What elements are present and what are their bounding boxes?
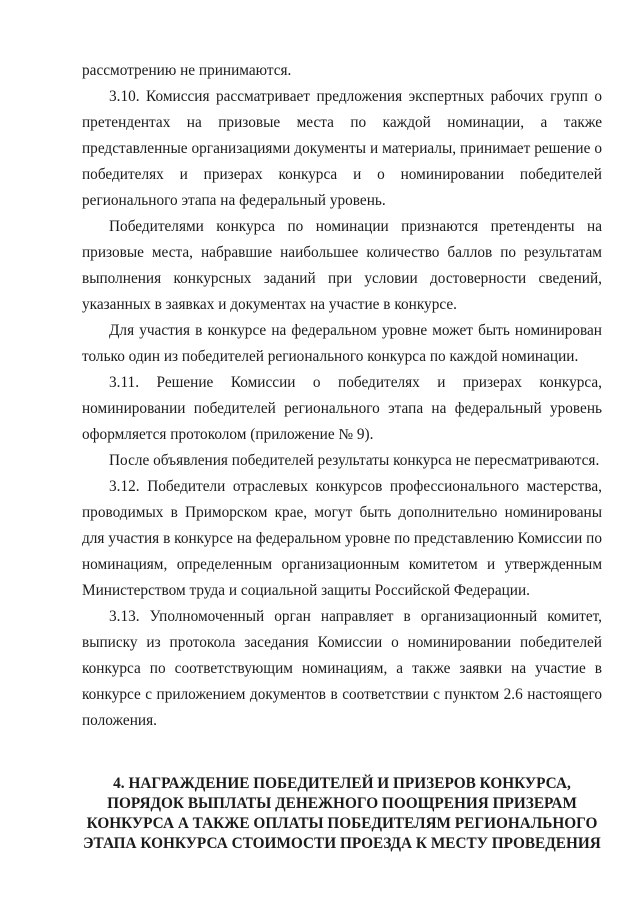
paragraph-continuation: рассмотрению не принимаются. <box>82 62 292 79</box>
paragraph-winners-definition: Победителями конкурса по номинации признаются претенденты на призовые места, набравшие наибольшее количество баллов по результатам выполнения конкурсных заданий при условии достоверности сведений, указанных в заявках и документах на участие в конкурсе. <box>82 218 602 313</box>
paragraph-3-13: 3.13. Уполномоченный орган направляет в организационный комитет, выписку из протокола заседания Комиссии о номинировании победителей конкурса по соответствующим номинациям, а также заявки на участие в конкурсе с приложением документов в соответствии с пунктом 2.6 настоящего положения. <box>82 608 602 729</box>
heading-line-2: ПОРЯДОК ВЫПЛАТЫ ДЕНЕЖНОГО ПООЩРЕНИЯ ПРИЗЕРАМ <box>107 795 577 812</box>
section-4-heading <box>82 774 602 854</box>
document-page <box>82 58 602 854</box>
paragraph-3-12: 3.12. Победители отраслевых конкурсов профессионального мастерства, проводимых в Приморском крае, могут быть дополнительно номинированы для участия в конкурсе на федеральном уровне по представлению Комиссии по номинациям, определенным организационным комитетом и утвержденным Министерством труда и социальной защиты Российской Федерации. <box>82 478 602 599</box>
heading-line-3: КОНКУРСА А ТАКЖЕ ОПЛАТЫ ПОБЕДИТЕЛЯМ РЕГИОНАЛЬНОГО <box>86 815 598 832</box>
paragraph-3-11: 3.11. Решение Комиссии о победителях и призерах конкурса, номинировании победителей регионального этапа на федеральный уровень оформляется протоколом (приложение № 9). <box>82 374 602 443</box>
heading-line-1: 4. НАГРАЖДЕНИЕ ПОБЕДИТЕЛЕЙ И ПРИЗЕРОВ КОНКУРСА, <box>113 775 571 792</box>
heading-line-4: ЭТАПА КОНКУРСА СТОИМОСТИ ПРОЕЗДА К МЕСТУ ПРОВЕДЕНИЯ <box>83 835 601 852</box>
paragraph-results-final: После объявления победителей результаты конкурса не пересматриваются. <box>109 452 600 469</box>
paragraph-federal-nomination: Для участия в конкурсе на федеральном уровне может быть номинирован только один из победителей регионального конкурса по каждой номинации. <box>82 322 602 365</box>
paragraph-3-10: 3.10. Комиссия рассматривает предложения экспертных рабочих групп о претендентах на призовые места по каждой номинации, а также представленные организациями документы и материалы, принимает решение о победителях и призерах конкурса и о номинировании победителей регионального этапа на федеральный уровень. <box>82 88 602 209</box>
